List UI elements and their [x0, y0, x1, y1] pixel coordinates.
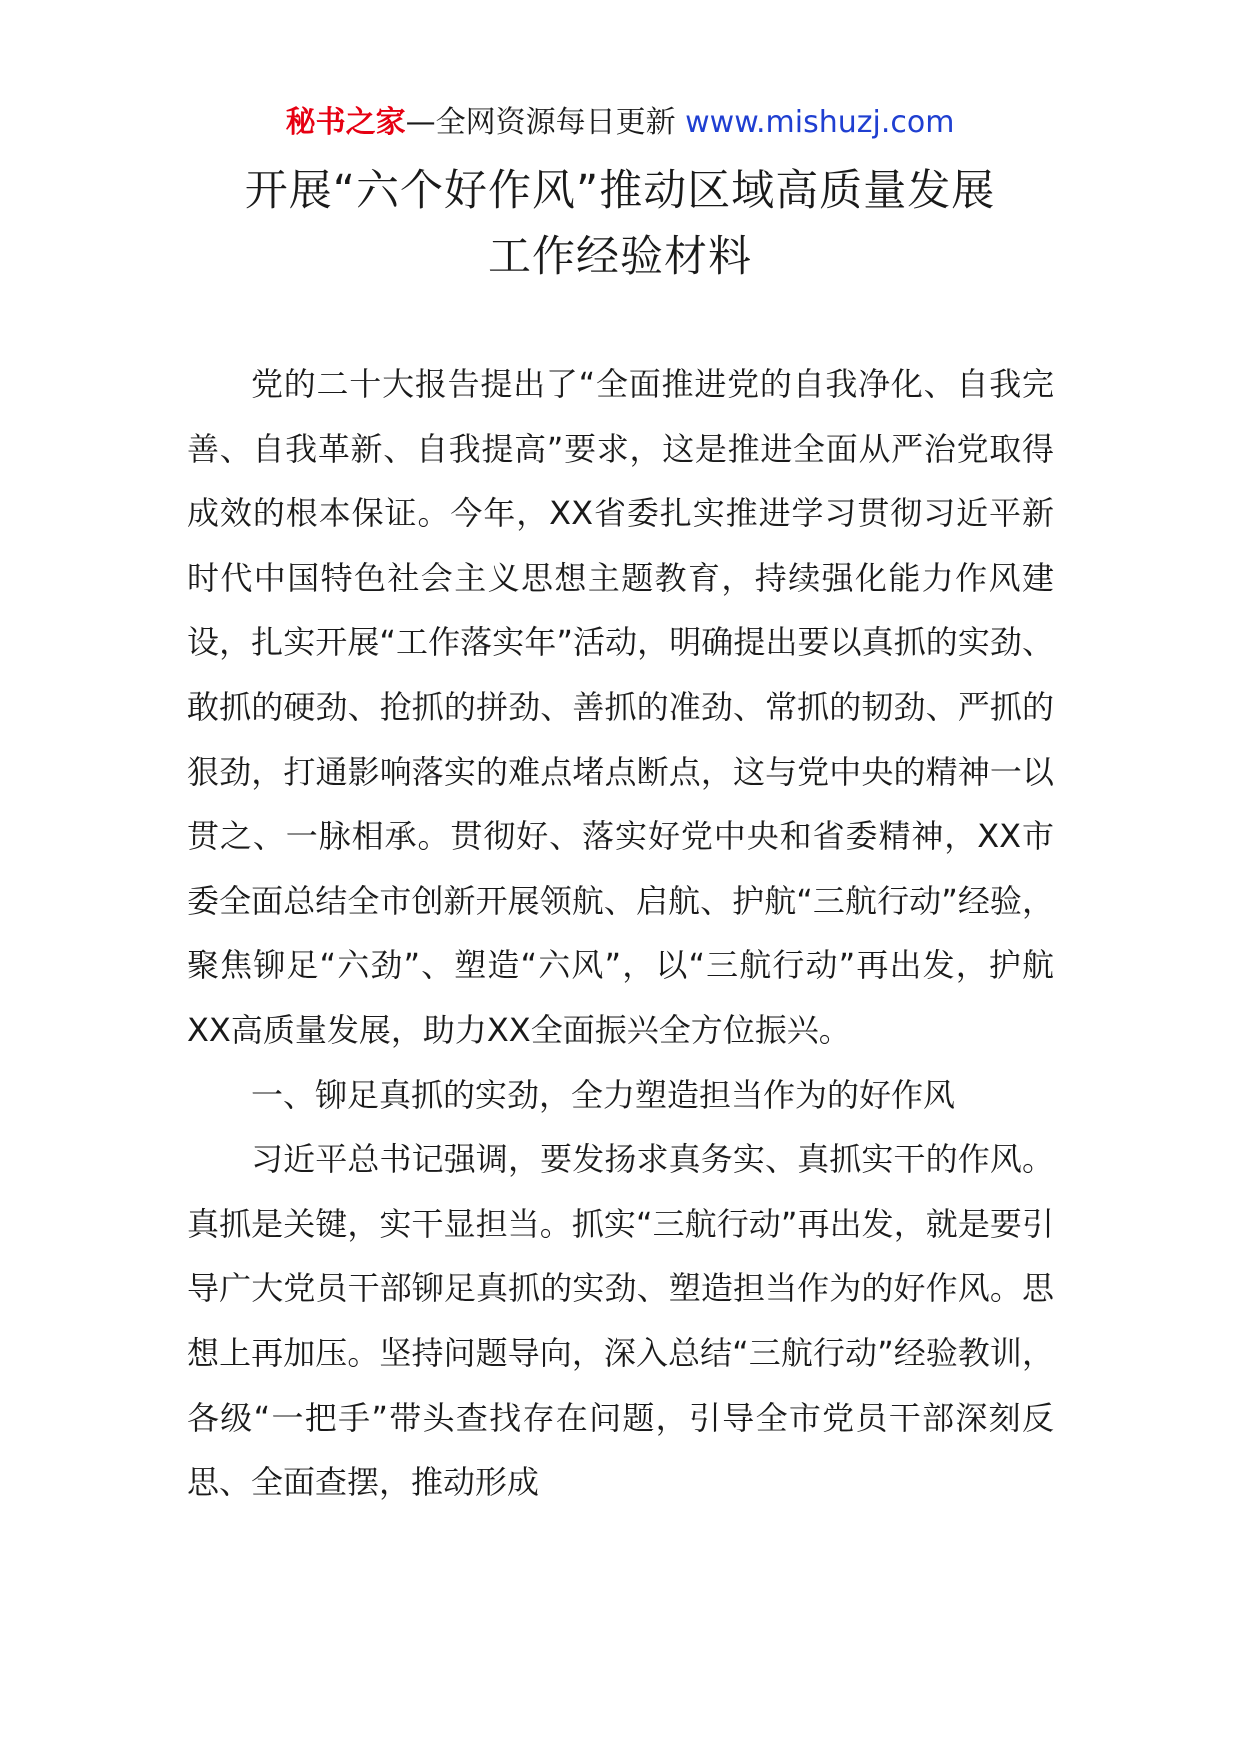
- title-line-2: 工作经验材料: [488, 232, 752, 282]
- paragraph-section-1: 习近平总书记强调，要发扬求真务实、真抓实干的作风。真抓是关键，实干显担当。抓实“三航行动”再出发，就是要引导广大党员干部铆足真抓的实劲、塑造担当作为的好作风。思想上再加压。坚持问题导向，深入总结“三航行动”经验教训，各级“一把手”带头查找存在问题，引导全市党员干部深刻反思、全面查摆，推动形成: [187, 1140, 1054, 1502]
- site-brand: 秘书之家: [285, 105, 406, 140]
- title-line-1: 开展“六个好作风”推动区域高质量发展: [244, 166, 996, 216]
- site-tagline: —全网资源每日更新: [405, 105, 676, 140]
- document-body: [187, 352, 1054, 1515]
- site-header: [0, 100, 1240, 146]
- paragraph-intro: 党的二十大报告提出了“全面推进党的自我净化、自我完善、自我革新、自我提高”要求，这是推进全面从严治党取得成效的根本保证。今年，XX省委扎实推进学习贯彻习近平新时代中国特色社会主义思想主题教育，持续强化能力作风建设，扎实开展“工作落实年”活动，明确提出要以真抓的实劲、敢抓的硬劲、抢抓的拼劲、善抓的准劲、常抓的韧劲、严抓的狠劲，打通影响落实的难点堵点断点，这与党中央的精神一以贯之、一脉相承。贯彻好、落实好党中央和省委精神，XX市委全面总结全市创新开展领航、启航、护航“三航行动”经验，聚焦铆足“六劲”、塑造“六风”，以“三航行动”再出发，护航XX高质量发展，助力XX全面振兴全方位振兴。: [187, 365, 1054, 1049]
- document-title: [0, 158, 1240, 290]
- site-url-link[interactable]: www.mishuzj.com: [685, 105, 955, 140]
- section-heading-1: 一、铆足真抓的实劲，全力塑造担当作为的好作风: [251, 1075, 956, 1114]
